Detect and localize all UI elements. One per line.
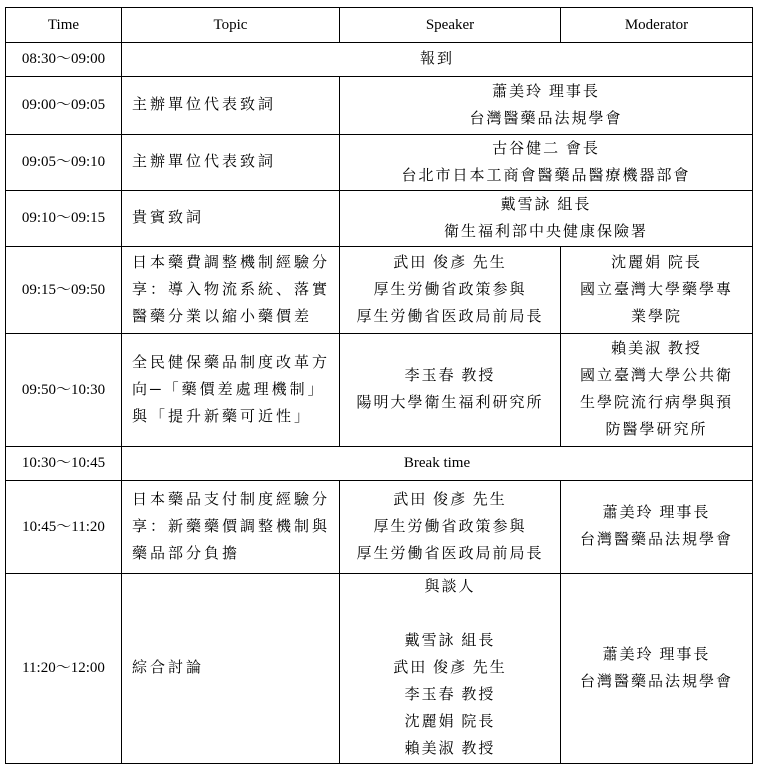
moderator-line: 國立臺灣大學藥學專 — [579, 281, 733, 298]
header-speaker: Speaker — [340, 8, 561, 43]
topic-line: 藥品部分負擔 — [132, 545, 241, 562]
speaker-line: 戴雪詠 組長 — [404, 633, 496, 649]
time-cell: 09:05～09:10 — [6, 135, 122, 191]
moderator-line: 沈麗娟 院長 — [611, 254, 702, 271]
moderator-cell — [561, 247, 753, 334]
speaker-line: 厚生労働省政策参與 — [373, 281, 527, 298]
speaker-line: 武田 俊彥 先生 — [393, 491, 507, 508]
moderator-line: 生學院流行病學與預 — [579, 395, 733, 411]
speaker-cell — [340, 77, 753, 135]
table-row — [6, 247, 753, 334]
time-cell: 09:50～10:30 — [6, 334, 122, 447]
topic-cell — [122, 191, 340, 247]
speaker-cell — [340, 191, 753, 247]
topic-line: 全民健保藥品制度改革方 — [132, 354, 331, 371]
topic-line: 享：導入物流系統、落實 — [132, 281, 331, 298]
speaker-line: 賴美淑 教授 — [404, 741, 496, 757]
speaker-line: 厚生労働省医政局前局長 — [356, 545, 544, 562]
topic-line: 醫藥分業以縮小藥價差 — [132, 308, 313, 325]
topic-cell — [122, 481, 340, 574]
header-moderator: Moderator — [561, 8, 753, 43]
moderator-cell — [561, 481, 753, 574]
speaker-cell — [340, 481, 561, 574]
time-cell: 09:15～09:50 — [6, 247, 122, 334]
moderator-line: 業學院 — [630, 308, 682, 325]
time-cell: 09:10～09:15 — [6, 191, 122, 247]
header-row — [6, 8, 753, 43]
topic-line: 與「提升新藥可近性」 — [132, 408, 313, 425]
speaker-line: 蕭美玲 理事長 — [492, 83, 600, 100]
spacer — [344, 601, 556, 628]
table-row — [6, 574, 753, 764]
speaker-line: 陽明大學衛生福利研究所 — [356, 395, 544, 411]
speaker-line: 厚生労働省政策参與 — [373, 518, 527, 535]
table-row — [6, 191, 753, 247]
table-row — [6, 43, 753, 77]
agenda-table — [5, 7, 753, 764]
time-cell: 10:30～10:45 — [6, 447, 122, 481]
time-cell: 10:45～11:20 — [6, 481, 122, 574]
speaker-cell — [340, 247, 561, 334]
table-row — [6, 334, 753, 447]
speaker-line: 台灣醫藥品法規學會 — [469, 110, 623, 127]
speaker-heading: 與談人 — [424, 579, 476, 595]
topic-cell — [122, 574, 340, 764]
header-time: Time — [6, 8, 122, 43]
moderator-line: 台灣醫藥品法規學會 — [579, 673, 733, 690]
speaker-line: 古谷健二 會長 — [492, 140, 600, 157]
topic-cell — [122, 247, 340, 334]
topic-line: 主辦單位代表致詞 — [132, 97, 277, 113]
moderator-cell — [561, 334, 753, 447]
table-row — [6, 77, 753, 135]
moderator-line: 防醫學研究所 — [605, 422, 708, 438]
topic-line: 向─「藥價差處理機制」 — [132, 381, 326, 398]
speaker-line: 武田 俊彥 先生 — [393, 254, 507, 271]
header-topic: Topic — [122, 8, 340, 43]
topic-line: 綜合討論 — [132, 660, 205, 676]
topic-line: 主辦單位代表致詞 — [132, 154, 277, 170]
speaker-cell — [340, 334, 561, 447]
moderator-line: 蕭美玲 理事長 — [602, 505, 711, 521]
speaker-line: 武田 俊彥 先生 — [393, 660, 507, 676]
time-cell: 09:00～09:05 — [6, 77, 122, 135]
moderator-line: 賴美淑 教授 — [611, 341, 702, 357]
registration-cell: 報到 — [122, 43, 753, 77]
speaker-cell — [340, 135, 753, 191]
speaker-line: 李玉春 教授 — [404, 687, 496, 703]
topic-cell — [122, 77, 340, 135]
break-cell: Break time — [122, 447, 753, 481]
topic-line: 日本藥品支付制度經驗分 — [132, 491, 331, 508]
moderator-line: 國立臺灣大學公共衛 — [579, 368, 733, 384]
table-row — [6, 135, 753, 191]
topic-line: 貴賓致詞 — [132, 210, 205, 226]
topic-cell — [122, 334, 340, 447]
speaker-line: 李玉春 教授 — [404, 368, 496, 384]
table-row — [6, 481, 753, 574]
moderator-cell — [561, 574, 753, 764]
moderator-line: 蕭美玲 理事長 — [602, 646, 711, 663]
speaker-line: 戴雪詠 組長 — [500, 196, 592, 213]
speaker-cell — [340, 574, 561, 764]
moderator-line: 台灣醫藥品法規學會 — [579, 532, 733, 548]
table-row — [6, 447, 753, 481]
time-cell: 11:20～12:00 — [6, 574, 122, 764]
speaker-line: 沈麗娟 院長 — [404, 714, 496, 730]
speaker-line: 衛生福利部中央健康保險署 — [443, 223, 648, 240]
speaker-line: 台北市日本工商會醫藥品醫療機器部會 — [401, 167, 691, 184]
speaker-line: 厚生労働省医政局前局長 — [356, 308, 544, 325]
time-cell: 08:30～09:00 — [6, 43, 122, 77]
topic-line: 享：新藥藥價調整機制與 — [132, 518, 331, 535]
topic-cell — [122, 135, 340, 191]
topic-line: 日本藥費調整機制經驗分 — [132, 254, 331, 271]
